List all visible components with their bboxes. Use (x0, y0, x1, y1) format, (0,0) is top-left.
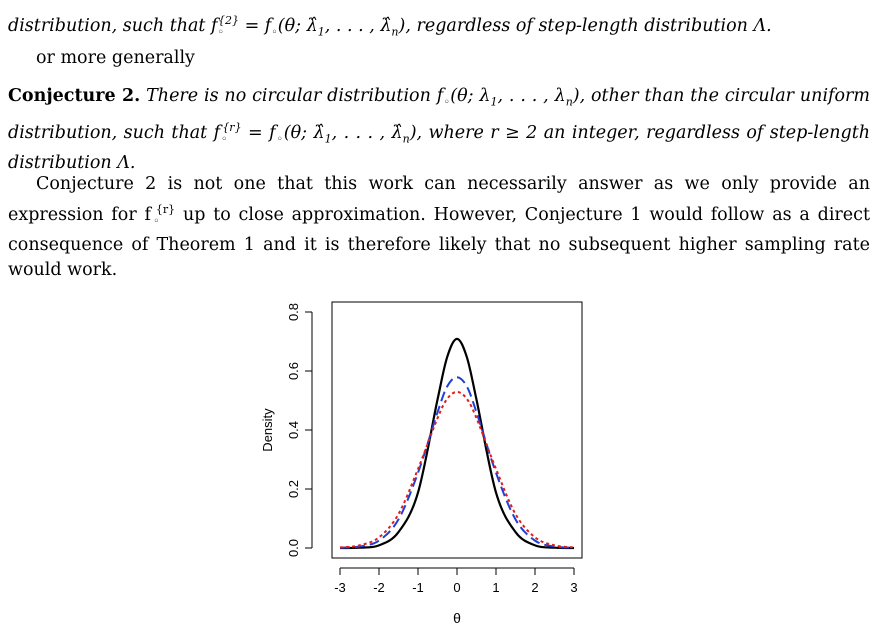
y-axis (286, 303, 312, 557)
conj2-sub5: ◦ (275, 131, 284, 145)
x-tick-label: 3 (570, 580, 578, 595)
discussion-paragraph (8, 172, 870, 283)
conj2-text-5: = f (241, 122, 276, 143)
conj1-sub4: n (391, 25, 399, 39)
conj1-text-5: ), regardless of step-length distribution Λ. (398, 15, 772, 36)
conj2-sub1: ◦ (443, 95, 451, 109)
conjecture-2-label: Conjecture 2. (8, 86, 141, 106)
conj2-sub7: n (402, 131, 410, 145)
x-tick-label: -3 (334, 580, 346, 595)
conj2-sub4: ◦ (220, 131, 229, 145)
conj1-text-3: (θ; λ̂ (277, 15, 318, 36)
discussion-sub: ◦ (150, 214, 162, 228)
y-tick-label: 0.0 (286, 538, 301, 558)
conj1-text-4: , . . . , λ̂ (324, 15, 392, 36)
density-chart (250, 292, 610, 630)
y-axis-label: Density (260, 408, 275, 452)
conj2-text-2: (θ; λ (450, 86, 491, 106)
conj1-sup: {2} (218, 14, 240, 27)
conjecture-2 (8, 84, 870, 176)
conj2-sub6: 1 (324, 131, 332, 145)
curves (340, 339, 574, 548)
x-tick-label: -2 (373, 580, 385, 595)
density-curve-1 (340, 339, 574, 548)
conj2-sub2: 1 (490, 95, 498, 109)
conj2-text-1: There is no circular distribution f (140, 86, 444, 106)
y-tick-label: 0.8 (286, 302, 301, 322)
conj1-text-2: = f (239, 15, 272, 36)
conj2-text-4: ), other than the circular uniform distribution, such that f (8, 86, 871, 143)
conj2-sub3: n (565, 95, 573, 109)
x-tick-label: 2 (531, 580, 539, 595)
discussion-text-2: up to close approximation. However, Conjecture 1 would follow as a direct consequence of Theorem 1 and it is therefore likely that no subsequent higher sampling rate would work. (8, 204, 870, 281)
conjecture-1-tail (8, 8, 870, 44)
y-tick-label: 0.2 (286, 479, 301, 499)
conj2-text-3: , . . . , λ (497, 86, 566, 106)
conj1-sub3: 1 (317, 25, 325, 39)
conj1-sub2: ◦ (271, 25, 278, 39)
x-tick-label: -1 (412, 580, 424, 595)
conj2-text-6: (θ; λ̂ (283, 122, 325, 143)
conj2-text-8: ), where r ≥ 2 an integer, regardless of step-length distribution Λ. (8, 122, 870, 173)
plot-frame (332, 302, 582, 558)
x-axis-label: θ (453, 610, 461, 626)
discussion-text-1: Conjecture 2 is not one that this work can necessarily answer as we only provide an expression for f (8, 174, 870, 225)
y-tick-label: 0.4 (286, 420, 301, 440)
density-curve-3 (340, 392, 574, 547)
y-tick-label: 0.6 (286, 361, 301, 381)
conj2-sup4: {r} (222, 120, 242, 134)
x-tick-label: 1 (492, 580, 500, 595)
transition-text: or more generally (36, 48, 195, 68)
x-tick-label: 0 (453, 580, 461, 595)
conj2-text-7: , . . . , λ̂ (331, 122, 403, 143)
conj1-text-1: distribution, such that f (8, 15, 218, 36)
x-axis (334, 568, 577, 595)
conj1-sub: ◦ (217, 25, 225, 39)
discussion-sup: {r} (155, 203, 176, 216)
density-curve-2 (340, 377, 574, 548)
